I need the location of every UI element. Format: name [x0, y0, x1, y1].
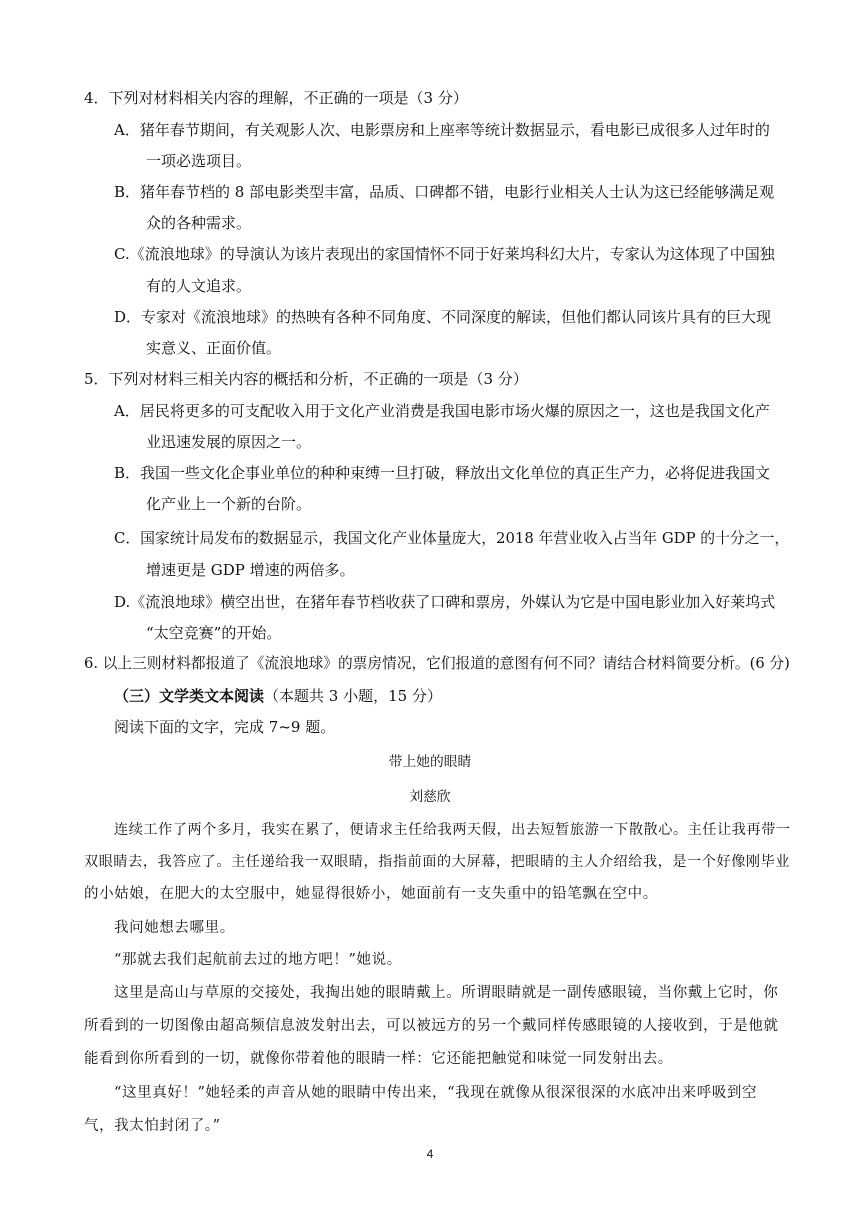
q5-stem: 5．下列对材料三相关内容的概括和分析，不正确的一项是（3 分）: [84, 370, 528, 388]
q4-option-a-line2: 一项必选项目。: [146, 152, 252, 170]
story-p1-line1: 连续工作了两个多月，我实在累了，便请求主任给我两天假，出去短暂旅游一下散散心。主任让我再带一: [114, 822, 791, 838]
story-p5-line1: “这里真好！”她轻柔的声音从她的眼睛中传出来，“我现在就像从很深很深的水底冲出来呼吸到空: [114, 1085, 758, 1101]
section3-heading-title: （三）文学类文本阅读: [114, 687, 265, 705]
story-p2: 我问她想去哪里。: [114, 920, 235, 936]
q5-option-d-line2: “太空竞赛”的开始。: [146, 624, 282, 642]
story-p4-line2: 所看到的一切图像由超高频信息波发射出去，可以被远方的另一个戴同样传感眼镜的人接收到，于是他就: [84, 1018, 779, 1034]
story-p4-line3: 能看到你所看到的一切，就像你带着他的眼睛一样：它还能把触觉和味觉一同发射出去。: [84, 1051, 673, 1067]
story-p3: “那就去我们起航前去过的地方吧！”她说。: [114, 952, 402, 968]
story-p4-line1: 这里是高山与草原的交接处，我掏出她的眼睛戴上。所谓眼睛就是一副传感眼镜，当你戴上它时，你: [114, 985, 779, 1001]
q5-option-c-line1: C．国家统计局发布的数据显示，我国文化产业体量庞大，2018 年营业收入占当年 GDP 的十分之一，: [114, 530, 790, 547]
q4-option-b-line1: B．猪年春节档的 8 部电影类型丰富，品质、口碑都不错，电影行业相关人士认为这已经能够满足观: [114, 183, 775, 201]
q5-option-a-line1: A．居民将更多的可支配收入用于文化产业消费是我国电影市场火爆的原因之一，这也是我国文化产: [114, 402, 770, 420]
story-p1-line3: 的小姑娘，在肥大的太空服中，她显得很娇小，她面前有一支失重中的铅笔飘在空中。: [84, 886, 658, 902]
section3-heading-note: （本题共 3 小题，15 分）: [264, 687, 442, 705]
story-p1-line2: 双眼睛去，我答应了。主任递给我一双眼睛，指指前面的大屏幕，把眼睛的主人介绍给我，是一个好像刚毕业: [84, 854, 791, 870]
q4-option-c-line1: C.《流浪地球》的导演认为该片表现出的家国情怀不同于好莱坞科幻大片，专家认为这体现了中国独: [114, 245, 775, 263]
q4-option-d-line2: 实意义、正面价值。: [146, 339, 282, 357]
q4-option-a-line1: A．猪年春节期间，有关观影人次、电影票房和上座率等统计数据显示，看电影已成很多人过年时的: [114, 121, 770, 139]
q4-option-c-line2: 有的人文追求。: [146, 277, 252, 295]
q6-stem: 6. 以上三则材料都报道了《流浪地球》的票房情况，它们报道的意图有何不同？请结合材料简要分析。(6 分): [84, 655, 790, 672]
q4-option-d-line1: D．专家对《流浪地球》的热映有各种不同角度、不同深度的解读，但他们都认同该片具有的巨大现: [114, 308, 772, 326]
q5-option-c-line2: 增速更是 GDP 增速的两倍多。: [146, 561, 355, 579]
story-title: 带上她的眼睛: [388, 754, 472, 770]
story-p5-line2: 气，我太怕封闭了。”: [84, 1118, 221, 1134]
section3-heading: [114, 686, 442, 706]
q4-stem: 4．下列对材料相关内容的理解，不正确的一项是（3 分）: [84, 89, 468, 107]
q5-option-d-line1: D.《流浪地球》横空出世，在猪年春节档收获了口碑和票房，外媒认为它是中国电影业加入好莱坞式: [114, 593, 776, 611]
story-author: 刘慈欣: [409, 789, 451, 805]
q5-option-b-line2: 化产业上一个新的台阶。: [146, 495, 312, 513]
q4-option-b-line2: 众的各种需求。: [146, 214, 252, 232]
q5-option-a-line2: 业迅速发展的原因之一。: [146, 433, 312, 451]
q5-option-b-line1: B．我国一些文化企事业单位的种种束缚一旦打破，释放出文化单位的真正生产力，必将促进我国文: [114, 464, 771, 482]
section3-instruction: 阅读下面的文字，完成 7~9 题。: [114, 718, 336, 736]
page-number: 4: [426, 1147, 434, 1161]
